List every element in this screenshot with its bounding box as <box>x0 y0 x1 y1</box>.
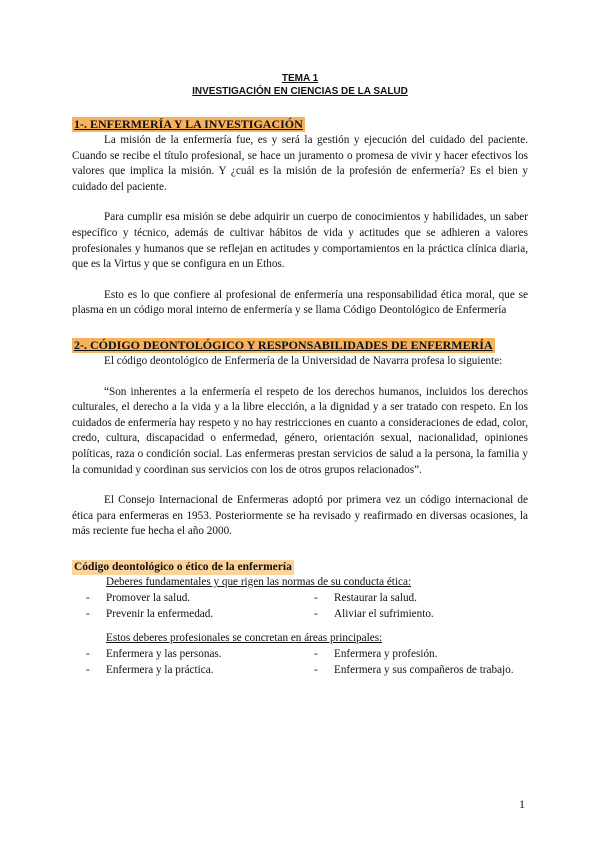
duty-item: Promover la salud. <box>106 591 191 604</box>
list-item <box>300 590 528 606</box>
list-item <box>72 646 300 662</box>
list-item <box>72 590 300 606</box>
duties-list <box>72 590 528 623</box>
bullet-dash: - <box>86 664 90 677</box>
duties-intro: Deberes fundamentales y que rigen las normas de su conducta ética: <box>106 575 412 588</box>
areas-list <box>72 646 528 679</box>
list-item <box>300 662 528 678</box>
list-item <box>300 646 528 662</box>
area-item: Enfermera y las personas. <box>106 647 222 660</box>
duty-item: Restaurar la salud. <box>334 591 417 604</box>
bullet-dash: - <box>314 647 318 660</box>
section-2-quote: “Son inherentes a la enfermería el respeto de los derechos humanos, incluidos los derechos culturales, el derecho a la vida y a la libre elección, a la dignidad y a ser tratado con respeto. En los cuidados de enfermería hay respeto y no hay restricciones en cuanto a consideraciones de edad, color, credo, cultura, discapacidad o enfermedad, género, orientación sexual, nacionalidad, opiniones políticas, raza o condición social. Las enfermeras prestan servicios de salud a la persona, la familia y la comunidad y coordinan sus servicios con los de otros grupos relacionados”. <box>72 385 528 476</box>
area-item: Enfermera y la práctica. <box>106 664 214 677</box>
section-2-heading: 2-. CÓDIGO DEONTOLÓGICO Y RESPONSABILIDADES DE ENFERMERÍA <box>74 337 493 352</box>
list-item <box>72 662 300 678</box>
tema-title: TEMA 1 <box>281 73 319 84</box>
code-heading: Código deontológico o ético de la enfermería <box>74 560 292 573</box>
bullet-dash: - <box>314 591 318 604</box>
document-subtitle: INVESTIGACIÓN EN CIENCIAS DE LA SALUD <box>192 86 408 97</box>
bullet-dash: - <box>86 608 90 621</box>
bullet-dash: - <box>314 608 318 621</box>
bullet-dash: - <box>314 664 318 677</box>
document-page <box>72 72 528 679</box>
section-2-intro: El código deontológico de Enfermería de la Universidad de Navarra profesa lo siguiente: <box>104 354 503 367</box>
section-1-paragraph-3: Esto es lo que confiere al profesional de enfermería una responsabilidad ética moral, que se plasma en un código moral interno de enfermería y se llama Código Deontológico de Enfermería <box>72 288 528 317</box>
section-2-closing: El Consejo Internacional de Enfermeras adoptó por primera vez un código internacional de ética para enfermeras en 1953. Posteriormente se ha revisado y reafirmado en diversas ocasiones, la más reciente fue hecha el año 2000. <box>72 494 528 538</box>
area-item: Enfermera y sus compañeros de trabajo. <box>334 664 514 677</box>
area-item: Enfermera y profesión. <box>334 647 438 660</box>
list-item <box>300 606 528 622</box>
bullet-dash: - <box>86 647 90 660</box>
duty-item: Prevenir la enfermedad. <box>106 608 214 621</box>
section-1-heading: 1-. ENFERMERÍA Y LA INVESTIGACIÓN <box>74 117 303 131</box>
duty-item: Aliviar el sufrimiento. <box>334 608 434 621</box>
document-title <box>72 72 528 98</box>
section-1-paragraph-1: La misión de la enfermería fue, es y será la gestión y ejecución del cuidado del paciente. Cuando se recibe el título profesional, se hace un juramento o promesa de vivir y hacer efectivos los valores que implica la misión. Y ¿cuál es la misión de la profesión de enfermería? Es el bien y cuidado del paciente. <box>72 134 528 193</box>
areas-intro: Estos deberes profesionales se concretan en áreas principales: <box>106 631 383 644</box>
list-item <box>72 606 300 622</box>
page-number: 1 <box>519 797 525 811</box>
bullet-dash: - <box>86 591 90 604</box>
section-1-paragraph-2: Para cumplir esa misión se debe adquirir un cuerpo de conocimientos y habilidades, un saber específico y técnico, además de cultivar hábitos de vida y actitudes que se adhieren a valores profesionales y humanos que se reflejan en actitudes y comportamientos en la práctica clínica diaria, que es la Virtus y que se configura en un Ethos. <box>72 211 528 271</box>
